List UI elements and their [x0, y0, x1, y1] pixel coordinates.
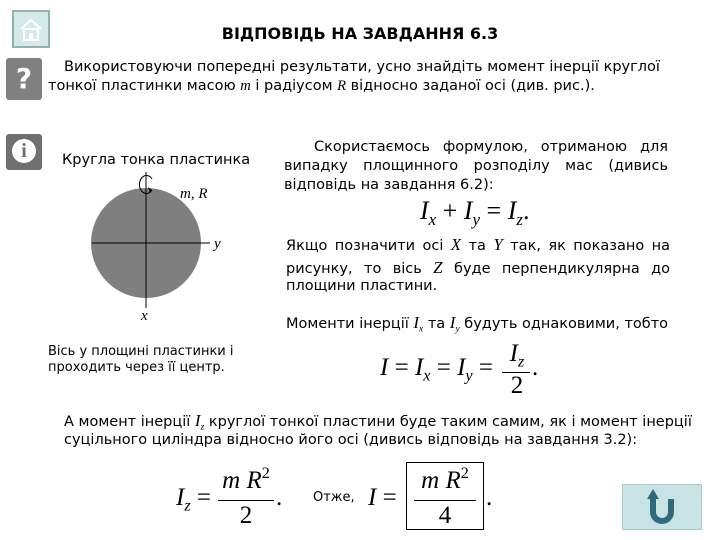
- fraction-bar: [218, 500, 274, 501]
- radius-symbol: R: [337, 78, 347, 94]
- fraction-bar: [414, 500, 476, 501]
- question-icon: ?: [6, 58, 42, 100]
- paragraph-axes-end: площини пластини.: [286, 278, 438, 294]
- paragraph-equal-moments: Моменти інерції $I_x$ та $I_y$ будуть однаковими, тобто: [286, 313, 669, 335]
- paragraph-axes: Якщо позначити осі X та Y так, як показано на рисунку, то вісь Z буде перпендикулярна до: [286, 235, 670, 277]
- formula-cylinder-moment: $I_z$ = m $R^2$ 2 .: [176, 464, 283, 529]
- question-text: [64, 58, 704, 77]
- otzhe-label: Отже,: [313, 490, 355, 505]
- paragraph-cylinder-2: суцільного циліндра відносно його осі (дивись відповідь на завдання 3.2):: [64, 432, 638, 448]
- formula-sum-inertia: $I_x + I_y = I_z$.: [420, 196, 530, 229]
- axis-y-label: y: [214, 236, 221, 252]
- axis-x-label: x: [141, 308, 148, 324]
- question-line-2: тонкої пластинки масою m і радіусом R відносно заданої осі (див. рис.).: [48, 78, 595, 94]
- page-title: ВІДПОВІДЬ НА ЗАВДАННЯ 6.3: [221, 24, 499, 43]
- paragraph-cylinder-1: А момент інерції $I_z$ круглої тонкої пластини буде таким самим, як і момент інерції: [64, 411, 692, 433]
- formula-equal-moments: $I = I_x = I_y$ = $I_z$ 2 .: [380, 340, 539, 399]
- mass-radius-label: m, R: [180, 186, 208, 202]
- return-arrow-icon: [623, 485, 701, 529]
- figure-note: Вісь у площині пластинки і проходить через її центр.: [48, 344, 234, 375]
- formula-final-result: I = m $R^2$ 4 .: [368, 464, 493, 529]
- return-button[interactable]: [622, 484, 702, 530]
- figure-caption: Кругла тонка пластинка: [62, 152, 251, 168]
- paragraph-formula-intro-end: відповідь на завдання 6.2):: [284, 177, 494, 193]
- info-icon: i: [6, 134, 42, 170]
- paragraph-formula-intro: Скористаємось формулою, отриманою для випадку площинного розподілу мас (дивись: [284, 139, 668, 174]
- mass-symbol: m: [240, 78, 251, 94]
- question-line-1: Використовуючи попередні результати, усно знайдіть момент інерції круглої: [64, 59, 660, 75]
